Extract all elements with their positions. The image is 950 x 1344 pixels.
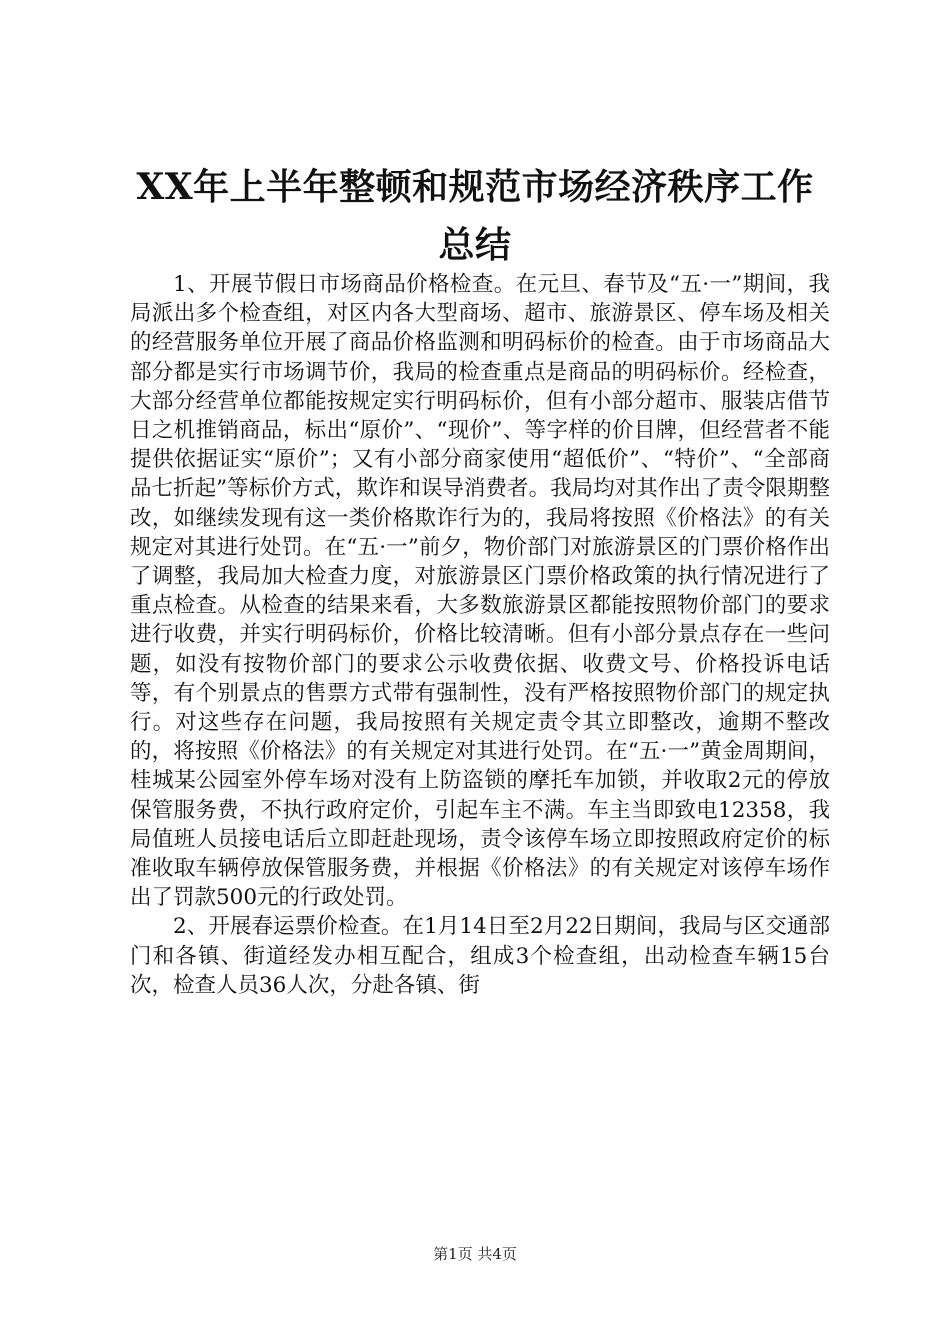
page-number-footer: 第1页 共4页	[433, 1245, 517, 1263]
paragraph-1: 1、开展节假日市场商品价格检查。在元旦、春节及“五·一”期间，我局派出多个检查组，对区内各大型商场、超市、旅游景区、停车场及相关的经营服务单位开展了商品价格监测和明码标价的检查。由于市场商品大部分都是实行市场调节价，我局的检查重点是商品的明码标价。经检查，大部分经营单位都能按规定实行明码标价，但有小部分超市、服装店借节日之机推销商品，标出“原价”、“现价”、等字样的价目牌，但经营者不能提供依据证实“原价”；又有小部分商家使用“超低价”、“特价”、“全部商品七折起”等标价方式，欺诈和误导消费者。我局均对其作出了责令限期整改，如继续发现有这一类价格欺诈行为的，我局将按照《价格法》的有关规定对其进行处罚。在“五·一”前夕，物价部门对旅游景区的门票价格作出了调整，我局加大检查力度，对旅游景区门票价格政策的执行情况进行了重点检查。从检查的结果来看，大多数旅游景区都能按照物价部门的要求进行收费，并实行明码标价，价格比较清晰。但有小部分景点存在一些问题，如没有按物价部门的要求公示收费依据、收费文号、价格投诉电话等，有个别景点的售票方式带有强制性，没有严格按照物价部门的规定执行。对这些存在问题，我局按照有关规定责令其立即整改，逾期不整改的，将按照《价格法》的有关规定对其进行处罚。在“五·一”黄金周期间，桂城某公园室外停车场对没有上防盗锁的摩托车加锁，并收取2元的停放保管服务费，不执行政府定价，引起车主不满。车主当即致电12358，我局值班人员接电话后立即赶赴现场，责令该停车场立即按照政府定价的标准收取车辆停放保管服务费，并根据《价格法》的有关规定对该停车场作出了罚款500元的行政处罚。	[130, 272, 830, 911]
document-title: XX年上半年整顿和规范市场经济秩序工作总结	[136, 166, 814, 266]
paragraph-2: 2、开展春运票价检查。在1月14日至2月22日期间，我局与区交通部门和各镇、街道经发办相互配合，组成3个检查组，出动检查车辆15台次，检查人员36人次，分赴各镇、街	[130, 914, 830, 998]
document-body	[130, 270, 830, 1000]
